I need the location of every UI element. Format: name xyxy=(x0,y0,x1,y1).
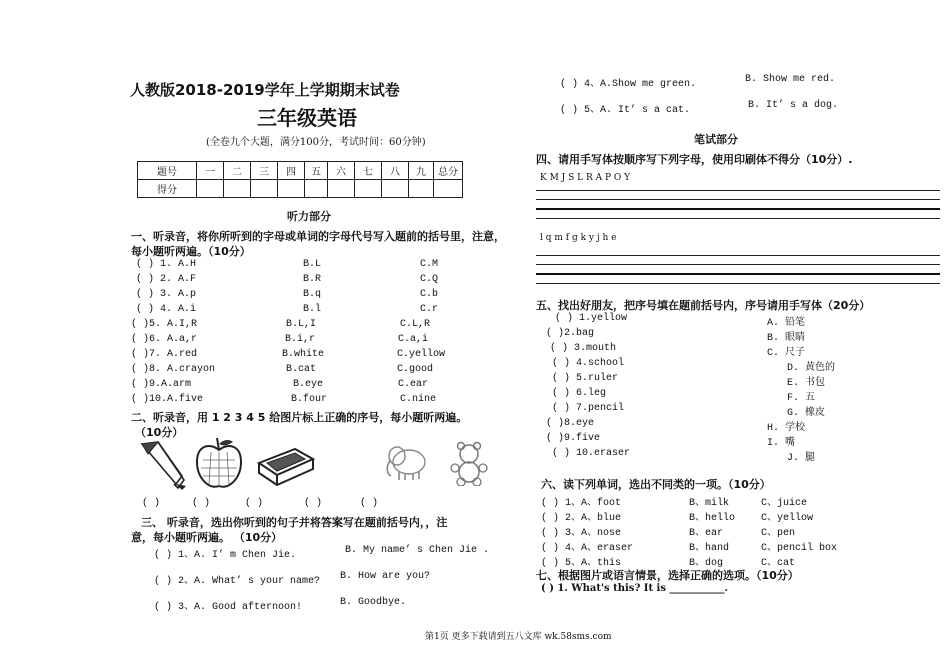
q9-option-b: B.eye xyxy=(293,379,324,390)
match-right-item: D. 黄色的 xyxy=(787,363,836,374)
q4-option-b: B.l xyxy=(303,304,322,315)
section7-instruction: 七、根据图片或语言情景，选择正确的选项。（10分） xyxy=(536,569,799,582)
score-table xyxy=(137,161,463,198)
writing-line[interactable] xyxy=(536,283,940,284)
score-blank[interactable] xyxy=(434,180,463,198)
q10-blank[interactable]: ( )10.A.five xyxy=(131,394,204,405)
match-right-item: H. 学校 xyxy=(767,423,806,434)
match-left-item[interactable]: ( )9.five xyxy=(546,433,601,444)
exam-subtitle: 三年级英语 xyxy=(257,106,357,130)
match-left-item[interactable]: ( )8.eye xyxy=(546,418,595,429)
q10-option-c: C.nine xyxy=(400,394,437,405)
s6-option-c: C、pen xyxy=(761,528,796,539)
q8-option-b: B.cat xyxy=(286,364,317,375)
s3-q4-option-a[interactable]: ( ) 4、A.Show me green. xyxy=(560,79,697,90)
s6-option-a[interactable]: ( ) 5、A、this xyxy=(541,558,622,569)
q2-blank[interactable]: ( ) 2. A.F xyxy=(136,274,197,285)
score-blank[interactable] xyxy=(355,180,382,198)
s6-option-a[interactable]: ( ) 3、A、nose xyxy=(541,528,622,539)
match-right-item: C. 尺子 xyxy=(767,348,806,359)
score-cell: 得分 xyxy=(138,180,197,198)
q8-blank[interactable]: ( )8. A.crayon xyxy=(131,364,216,375)
match-left-item[interactable]: ( ) 1.yellow xyxy=(555,313,628,324)
writing-line[interactable] xyxy=(536,208,940,210)
q9-option-c: C.ear xyxy=(398,379,429,390)
match-left-item[interactable]: ( ) 5.ruler xyxy=(552,373,619,384)
match-left-item[interactable]: ( ) 10.eraser xyxy=(552,448,631,459)
match-right-item: F. 五 xyxy=(787,393,816,404)
score-blank[interactable] xyxy=(224,180,251,198)
pen-icon xyxy=(138,440,188,492)
lowercase-letters: l q m f g k y j h e xyxy=(540,233,617,243)
s6-option-a[interactable]: ( ) 1、A、foot xyxy=(541,498,622,509)
q7-blank[interactable]: ( )7. A.red xyxy=(131,349,198,360)
writing-line[interactable] xyxy=(536,255,940,256)
picture-blank-1[interactable]: ( ) xyxy=(142,498,161,509)
score-blank[interactable] xyxy=(251,180,278,198)
s3-q5-option-b: B. It’ s a dog. xyxy=(748,100,839,111)
match-left-item[interactable]: ( ) 6.leg xyxy=(552,388,607,399)
s6-option-a[interactable]: ( ) 4、A、eraser xyxy=(541,543,634,554)
q10-option-b: B.four xyxy=(291,394,328,405)
score-cell: 九 xyxy=(409,162,434,180)
section3-instruction: 三、 听录音，选出你听到的句子并将答案写在题前括号内，，注 xyxy=(141,516,448,529)
score-blank[interactable] xyxy=(305,180,328,198)
q5-option-b: B.L,I xyxy=(286,319,317,330)
q5-blank[interactable]: ( )5. A.I,R xyxy=(131,319,198,330)
s3-q2-option-b: B. How are you? xyxy=(340,571,431,582)
section6-instruction: 六、读下列单词，选出不同类的一项。（10分） xyxy=(541,478,771,491)
q6-option-c: C.a,i xyxy=(398,334,429,345)
q7-option-b: B.white xyxy=(282,349,325,360)
score-cell: 八 xyxy=(382,162,409,180)
q3-option-c: C.b xyxy=(420,289,439,300)
score-blank[interactable] xyxy=(197,180,224,198)
section3-instruction: 意，每小题听两遍。 （10分） xyxy=(131,531,283,544)
match-right-item: J. 腿 xyxy=(787,453,816,464)
match-right-item: I. 嘴 xyxy=(767,438,796,449)
listening-heading: 听力部分 xyxy=(287,210,331,223)
s6-option-a[interactable]: ( ) 2、A、blue xyxy=(541,513,622,524)
page-footer: 第1页 更多下载请到五八文库 wk.58sms.com xyxy=(425,632,612,642)
match-right-item: E. 书包 xyxy=(787,378,826,389)
score-blank[interactable] xyxy=(278,180,305,198)
score-cell: 三 xyxy=(251,162,278,180)
match-left-item[interactable]: ( ) 7.pencil xyxy=(552,403,625,414)
writing-line[interactable] xyxy=(536,273,940,275)
match-right-item: B. 眼睛 xyxy=(767,333,806,344)
q1-option-b: B.L xyxy=(303,259,322,270)
s3-q2-option-a[interactable]: ( ) 2、A. What’ s your name? xyxy=(154,576,321,587)
score-cell: 一 xyxy=(197,162,224,180)
score-cell: 五 xyxy=(305,162,328,180)
q6-blank[interactable]: ( )6. A.a,r xyxy=(131,334,198,345)
apple-icon xyxy=(193,436,245,492)
score-table-row xyxy=(138,180,463,198)
section1-instruction: 一、听录音，将你所听到的字母或单词的字母代号写入题前的括号里，注意， xyxy=(131,230,505,243)
s3-q1-option-b: B. My name’ s Chen Jie . xyxy=(345,545,490,556)
picture-blank-5[interactable]: ( ) xyxy=(360,498,379,509)
s6-option-c: C、juice xyxy=(761,498,808,509)
score-cell: 六 xyxy=(328,162,355,180)
s6-option-b: B、ear xyxy=(689,528,724,539)
score-blank[interactable] xyxy=(409,180,434,198)
writing-line[interactable] xyxy=(536,218,940,219)
q8-option-c: C.good xyxy=(397,364,434,375)
section5-instruction: 五、找出好朋友，把序号填在题前括号内，序号请用手写体（20分） xyxy=(536,299,871,312)
q3-blank[interactable]: ( ) 3. A.p xyxy=(136,289,197,300)
q2-option-b: B.R xyxy=(303,274,322,285)
score-blank[interactable] xyxy=(382,180,409,198)
score-cell: 总分 xyxy=(434,162,463,180)
s6-option-b: B、dog xyxy=(689,558,724,569)
s3-q1-option-a[interactable]: ( ) 1、A. I’ m Chen Jie. xyxy=(154,550,297,561)
writing-line[interactable] xyxy=(536,199,940,200)
match-right-item: A. 铅笔 xyxy=(767,318,806,329)
s6-option-c: C、pencil box xyxy=(761,543,838,554)
match-right-item: G. 橡皮 xyxy=(787,408,826,419)
section2-instruction: （10分） xyxy=(135,426,184,439)
score-cell: 四 xyxy=(278,162,305,180)
s6-option-c: C、cat xyxy=(761,558,796,569)
s6-option-c: C、yellow xyxy=(761,513,814,524)
writing-heading: 笔试部分 xyxy=(694,133,738,146)
q4-option-c: C.r xyxy=(420,304,439,315)
s7-question-1[interactable]: ( ) 1. What's this? It is ___________. xyxy=(541,583,728,594)
s3-q4-option-b: B. Show me red. xyxy=(745,74,836,85)
section4-instruction: 四、请用手写体按顺序写下列字母，使用印刷体不得分（10分）. xyxy=(536,153,853,166)
elephant-icon xyxy=(383,442,429,482)
pencil-box-icon xyxy=(255,445,315,487)
match-left-item[interactable]: ( ) 3.mouth xyxy=(550,343,617,354)
exam-note: (全卷九个大题，满分100分，考试时间：60分钟) xyxy=(206,137,426,148)
s6-option-b: B、milk xyxy=(689,498,730,509)
match-left-item[interactable]: ( ) 4.school xyxy=(552,358,625,369)
q5-option-c: C.L,R xyxy=(400,319,431,330)
s3-q3-option-a[interactable]: ( ) 3、A. Good afternoon! xyxy=(154,602,303,613)
score-cell: 题号 xyxy=(138,162,197,180)
teddy-bear-icon xyxy=(445,440,491,486)
exam-title: 人教版2018-2019学年上学期期末试卷 xyxy=(130,81,400,99)
q1-blank[interactable]: ( ) 1. A.H xyxy=(136,259,197,270)
q1-option-c: C.M xyxy=(420,259,439,270)
match-left-item[interactable]: ( )2.bag xyxy=(546,328,595,339)
s6-option-b: B、hello xyxy=(689,513,736,524)
section2-instruction: 二、听录音，用 1 2 3 4 5 给图片标上正确的序号，每小题听两遍。 xyxy=(131,411,468,424)
writing-line[interactable] xyxy=(536,190,940,191)
score-cell: 七 xyxy=(355,162,382,180)
q6-option-b: B.i,r xyxy=(285,334,316,345)
q4-blank[interactable]: ( ) 4. A.i xyxy=(136,304,197,315)
section1-instruction: 每小题听两遍。（10分） xyxy=(131,245,251,258)
s6-option-b: B、hand xyxy=(689,543,730,554)
q7-option-c: C.yellow xyxy=(397,349,446,360)
picture-blank-3[interactable]: ( ) xyxy=(245,498,264,509)
score-cell: 二 xyxy=(224,162,251,180)
score-blank[interactable] xyxy=(328,180,355,198)
s3-q5-option-a[interactable]: ( ) 5、A. It’ s a cat. xyxy=(560,105,691,116)
score-table-row xyxy=(138,162,463,180)
writing-line[interactable] xyxy=(536,264,940,265)
q2-option-c: C.Q xyxy=(420,274,439,285)
uppercase-letters: K M J S L R A P O Y xyxy=(540,173,631,183)
q9-blank[interactable]: ( )9.A.arm xyxy=(131,379,192,390)
picture-blank-4[interactable]: ( ) xyxy=(304,498,323,509)
q3-option-b: B.q xyxy=(303,289,322,300)
s3-q3-option-b: B. Goodbye. xyxy=(340,597,407,608)
picture-blank-2[interactable]: ( ) xyxy=(192,498,211,509)
